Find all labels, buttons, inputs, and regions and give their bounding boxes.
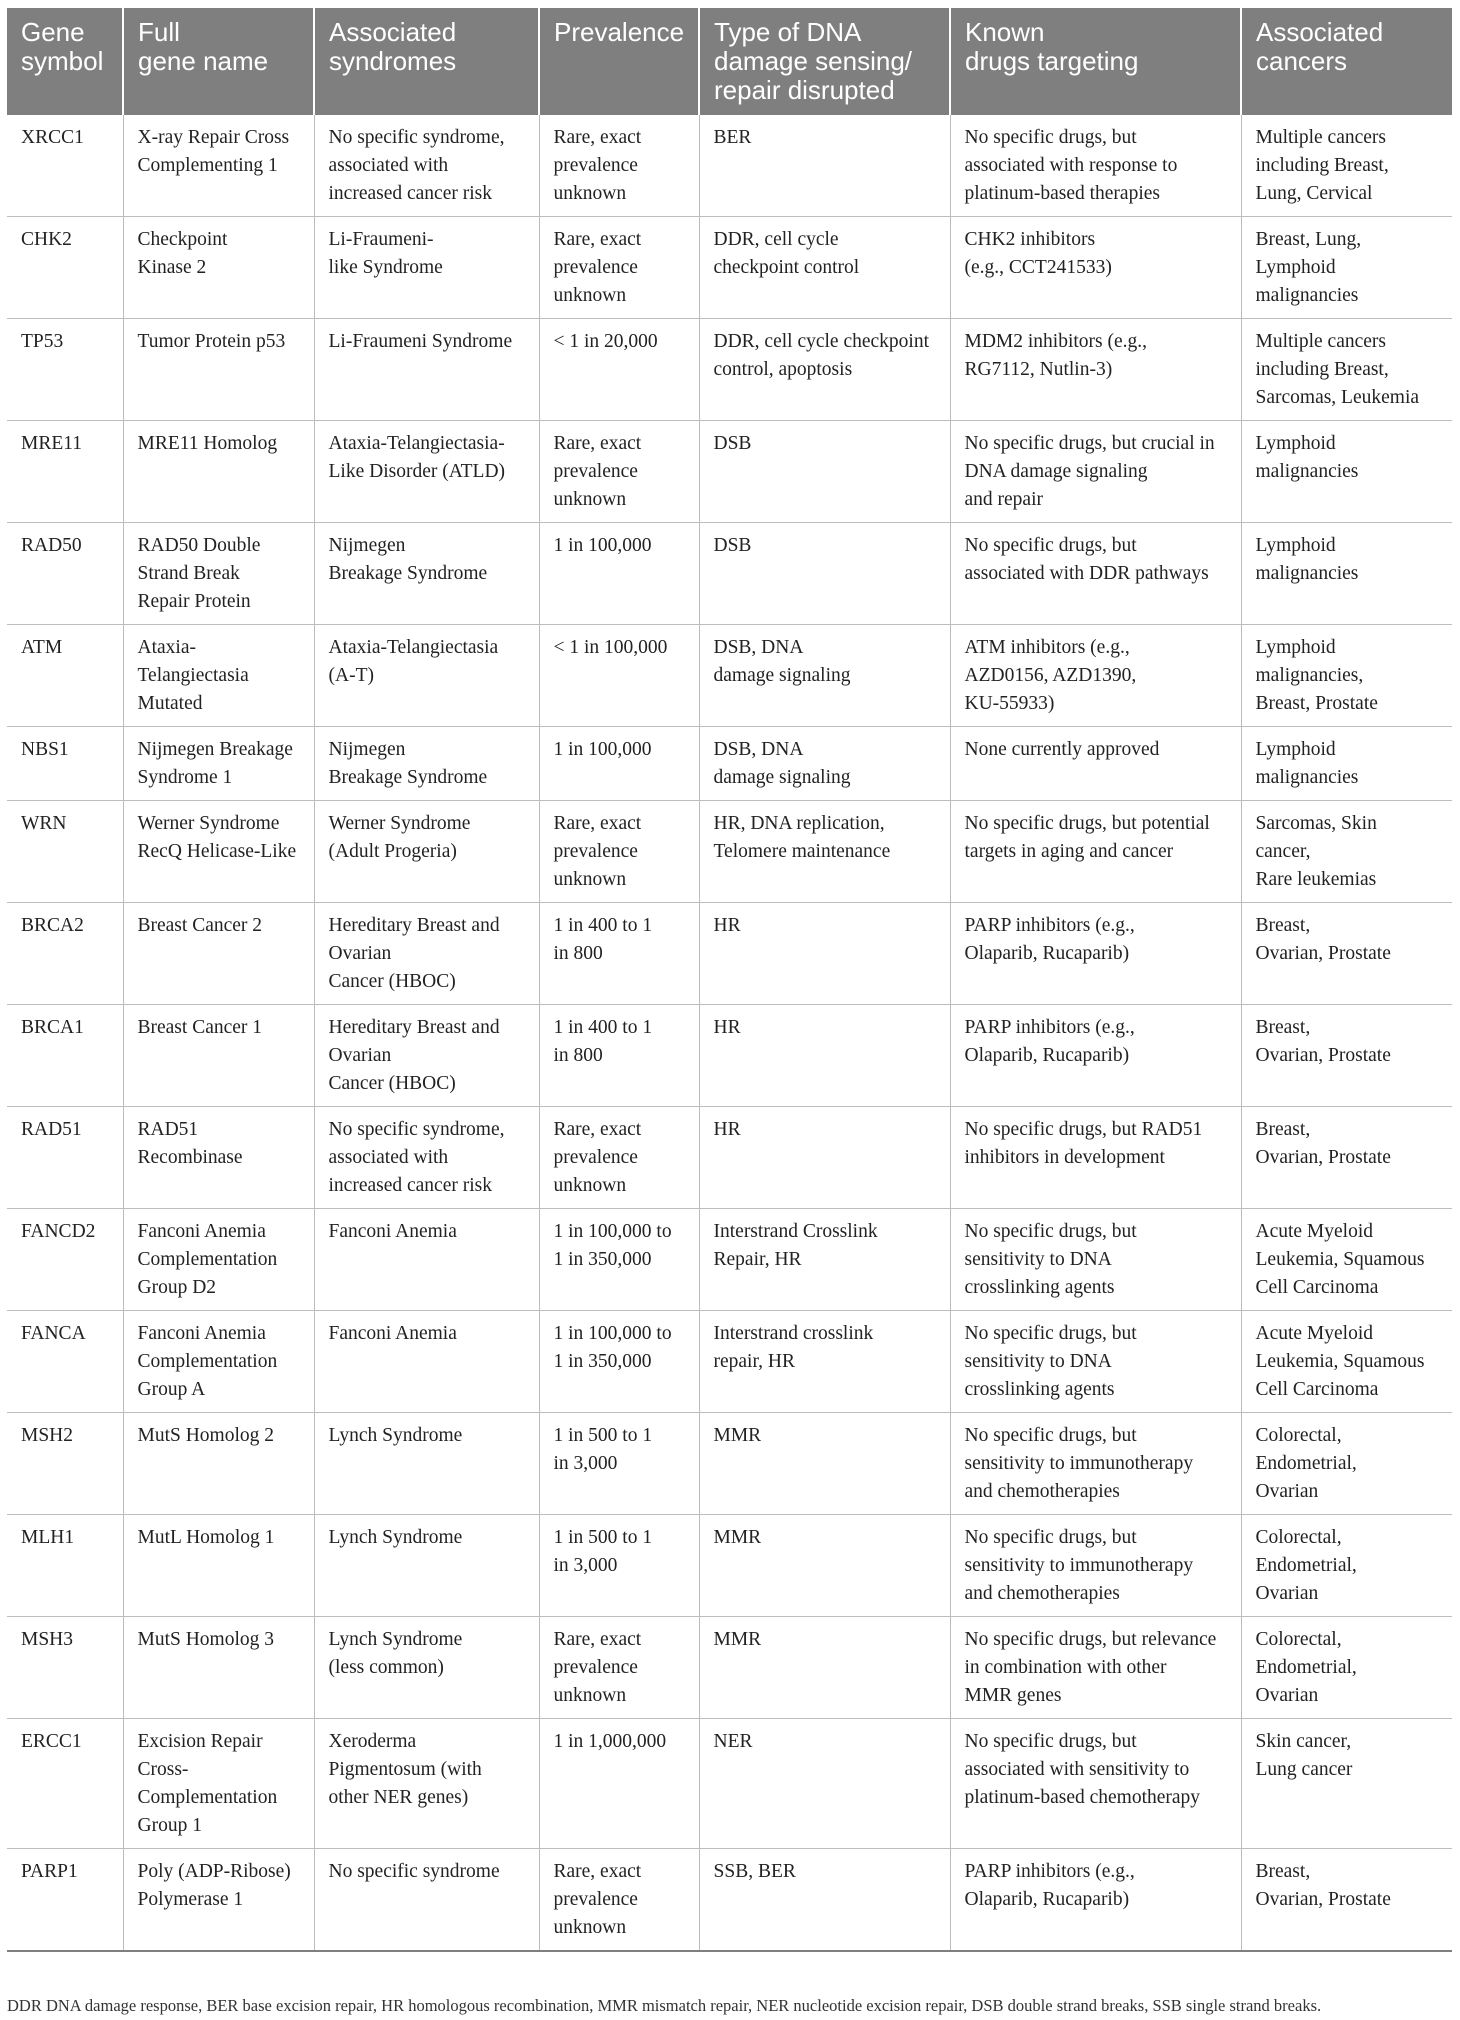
- syndromes-cell: No specific syndrome: [314, 1849, 539, 1952]
- full-gene-name-cell: Nijmegen Breakage Syndrome 1: [123, 727, 314, 801]
- cancers-cell: Breast, Ovarian, Prostate: [1241, 903, 1452, 1005]
- dna-damage-type-cell: HR, DNA replication, Telomere maintenance: [699, 801, 950, 903]
- table-row: [7, 727, 1452, 801]
- table-row: [7, 217, 1452, 319]
- syndromes-cell: Ataxia-Telangiectasia (A-T): [314, 625, 539, 727]
- prevalence-cell: 1 in 100,000: [539, 523, 699, 625]
- syndromes-cell: Lynch Syndrome (less common): [314, 1617, 539, 1719]
- prevalence-cell: 1 in 500 to 1 in 3,000: [539, 1413, 699, 1515]
- gene-table-container: [7, 8, 1452, 1952]
- known-drugs-cell: No specific drugs, but associated with sensitivity to platinum-based chemotherapy: [950, 1719, 1241, 1849]
- table-row: [7, 1005, 1452, 1107]
- table-row: [7, 1209, 1452, 1311]
- known-drugs-cell: No specific drugs, but associated with DDR pathways: [950, 523, 1241, 625]
- prevalence-cell: Rare, exact prevalence unknown: [539, 421, 699, 523]
- syndromes-cell: Hereditary Breast and Ovarian Cancer (HBOC): [314, 903, 539, 1005]
- cancers-cell: Colorectal, Endometrial, Ovarian: [1241, 1413, 1452, 1515]
- gene-symbol-cell: WRN: [7, 801, 123, 903]
- known-drugs-cell: No specific drugs, but crucial in DNA damage signaling and repair: [950, 421, 1241, 523]
- cancers-cell: Lymphoid malignancies: [1241, 727, 1452, 801]
- full-gene-name-cell: MRE11 Homolog: [123, 421, 314, 523]
- full-gene-name-cell: RAD51 Recombinase: [123, 1107, 314, 1209]
- header-known-drugs: Known drugs targeting: [950, 8, 1241, 115]
- dna-damage-type-cell: MMR: [699, 1617, 950, 1719]
- gene-symbol-cell: MSH2: [7, 1413, 123, 1515]
- table-row: [7, 801, 1452, 903]
- table-row: [7, 421, 1452, 523]
- gene-symbol-cell: MLH1: [7, 1515, 123, 1617]
- known-drugs-cell: No specific drugs, but sensitivity to immunotherapy and chemotherapies: [950, 1413, 1241, 1515]
- table-row: [7, 1515, 1452, 1617]
- table-row: [7, 1311, 1452, 1413]
- known-drugs-cell: No specific drugs, but RAD51 inhibitors in development: [950, 1107, 1241, 1209]
- cancers-cell: Colorectal, Endometrial, Ovarian: [1241, 1617, 1452, 1719]
- cancers-cell: Breast, Lung, Lymphoid malignancies: [1241, 217, 1452, 319]
- syndromes-cell: Werner Syndrome (Adult Progeria): [314, 801, 539, 903]
- dna-damage-type-cell: DDR, cell cycle checkpoint control, apoptosis: [699, 319, 950, 421]
- cancers-cell: Multiple cancers including Breast, Sarcomas, Leukemia: [1241, 319, 1452, 421]
- syndromes-cell: Fanconi Anemia: [314, 1311, 539, 1413]
- dna-damage-type-cell: NER: [699, 1719, 950, 1849]
- known-drugs-cell: PARP inhibitors (e.g., Olaparib, Rucaparib): [950, 1849, 1241, 1952]
- full-gene-name-cell: Checkpoint Kinase 2: [123, 217, 314, 319]
- syndromes-cell: No specific syndrome, associated with increased cancer risk: [314, 1107, 539, 1209]
- dna-damage-type-cell: Interstrand crosslink repair, HR: [699, 1311, 950, 1413]
- gene-symbol-cell: ERCC1: [7, 1719, 123, 1849]
- cancers-cell: Colorectal, Endometrial, Ovarian: [1241, 1515, 1452, 1617]
- prevalence-cell: 1 in 100,000 to 1 in 350,000: [539, 1311, 699, 1413]
- full-gene-name-cell: Werner Syndrome RecQ Helicase-Like: [123, 801, 314, 903]
- dna-damage-type-cell: MMR: [699, 1515, 950, 1617]
- syndromes-cell: Lynch Syndrome: [314, 1515, 539, 1617]
- gene-symbol-cell: PARP1: [7, 1849, 123, 1952]
- gene-symbol-cell: MRE11: [7, 421, 123, 523]
- syndromes-cell: Hereditary Breast and Ovarian Cancer (HBOC): [314, 1005, 539, 1107]
- dna-damage-type-cell: DSB, DNA damage signaling: [699, 625, 950, 727]
- table-row: [7, 1413, 1452, 1515]
- dna-damage-type-cell: DSB, DNA damage signaling: [699, 727, 950, 801]
- prevalence-cell: Rare, exact prevalence unknown: [539, 1617, 699, 1719]
- table-row: [7, 1107, 1452, 1209]
- known-drugs-cell: No specific drugs, but associated with response to platinum-based therapies: [950, 115, 1241, 217]
- table-row: [7, 1719, 1452, 1849]
- full-gene-name-cell: MutS Homolog 2: [123, 1413, 314, 1515]
- known-drugs-cell: No specific drugs, but potential targets in aging and cancer: [950, 801, 1241, 903]
- gene-table: [7, 8, 1452, 1952]
- full-gene-name-cell: X-ray Repair Cross Complementing 1: [123, 115, 314, 217]
- gene-symbol-cell: RAD50: [7, 523, 123, 625]
- gene-symbol-cell: CHK2: [7, 217, 123, 319]
- gene-symbol-cell: TP53: [7, 319, 123, 421]
- cancers-cell: Breast, Ovarian, Prostate: [1241, 1849, 1452, 1952]
- gene-symbol-cell: BRCA1: [7, 1005, 123, 1107]
- full-gene-name-cell: MutS Homolog 3: [123, 1617, 314, 1719]
- full-gene-name-cell: Ataxia- Telangiectasia Mutated: [123, 625, 314, 727]
- header-gene-symbol: Gene symbol: [7, 8, 123, 115]
- full-gene-name-cell: MutL Homolog 1: [123, 1515, 314, 1617]
- known-drugs-cell: None currently approved: [950, 727, 1241, 801]
- gene-symbol-cell: MSH3: [7, 1617, 123, 1719]
- header-dna-damage-type: Type of DNA damage sensing/ repair disrupted: [699, 8, 950, 115]
- dna-damage-type-cell: Interstrand Crosslink Repair, HR: [699, 1209, 950, 1311]
- table-body: [7, 115, 1452, 1951]
- known-drugs-cell: PARP inhibitors (e.g., Olaparib, Rucaparib): [950, 903, 1241, 1005]
- table-row: [7, 523, 1452, 625]
- gene-symbol-cell: BRCA2: [7, 903, 123, 1005]
- full-gene-name-cell: Excision Repair Cross- Complementation Group 1: [123, 1719, 314, 1849]
- full-gene-name-cell: Breast Cancer 1: [123, 1005, 314, 1107]
- prevalence-cell: 1 in 500 to 1 in 3,000: [539, 1515, 699, 1617]
- prevalence-cell: < 1 in 100,000: [539, 625, 699, 727]
- cancers-cell: Multiple cancers including Breast, Lung, Cervical: [1241, 115, 1452, 217]
- syndromes-cell: Li-Fraumeni- like Syndrome: [314, 217, 539, 319]
- dna-damage-type-cell: SSB, BER: [699, 1849, 950, 1952]
- syndromes-cell: No specific syndrome, associated with increased cancer risk: [314, 115, 539, 217]
- known-drugs-cell: No specific drugs, but sensitivity to immunotherapy and chemotherapies: [950, 1515, 1241, 1617]
- cancers-cell: Sarcomas, Skin cancer, Rare leukemias: [1241, 801, 1452, 903]
- header-full-gene-name: Full gene name: [123, 8, 314, 115]
- prevalence-cell: 1 in 100,000 to 1 in 350,000: [539, 1209, 699, 1311]
- cancers-cell: Lymphoid malignancies, Breast, Prostate: [1241, 625, 1452, 727]
- full-gene-name-cell: Poly (ADP-Ribose) Polymerase 1: [123, 1849, 314, 1952]
- header-associated-syndromes: Associated syndromes: [314, 8, 539, 115]
- gene-symbol-cell: FANCA: [7, 1311, 123, 1413]
- syndromes-cell: Xeroderma Pigmentosum (with other NER genes): [314, 1719, 539, 1849]
- header-prevalence: Prevalence: [539, 8, 699, 115]
- full-gene-name-cell: Fanconi Anemia Complementation Group D2: [123, 1209, 314, 1311]
- dna-damage-type-cell: DDR, cell cycle checkpoint control: [699, 217, 950, 319]
- known-drugs-cell: CHK2 inhibitors (e.g., CCT241533): [950, 217, 1241, 319]
- known-drugs-cell: PARP inhibitors (e.g., Olaparib, Rucaparib): [950, 1005, 1241, 1107]
- prevalence-cell: Rare, exact prevalence unknown: [539, 1107, 699, 1209]
- cancers-cell: Acute Myeloid Leukemia, Squamous Cell Carcinoma: [1241, 1209, 1452, 1311]
- table-footnote: DDR DNA damage response, BER base excision repair, HR homologous recombination, MMR mismatch repair, NER nucleotide excision repair, DSB double strand breaks, SSB single strand breaks.: [7, 1996, 1322, 2015]
- table-row: [7, 625, 1452, 727]
- cancers-cell: Breast, Ovarian, Prostate: [1241, 1005, 1452, 1107]
- dna-damage-type-cell: DSB: [699, 523, 950, 625]
- syndromes-cell: Nijmegen Breakage Syndrome: [314, 523, 539, 625]
- prevalence-cell: 1 in 1,000,000: [539, 1719, 699, 1849]
- table-row: [7, 1617, 1452, 1719]
- known-drugs-cell: No specific drugs, but relevance in combination with other MMR genes: [950, 1617, 1241, 1719]
- prevalence-cell: 1 in 100,000: [539, 727, 699, 801]
- dna-damage-type-cell: HR: [699, 1107, 950, 1209]
- cancers-cell: Lymphoid malignancies: [1241, 421, 1452, 523]
- dna-damage-type-cell: HR: [699, 1005, 950, 1107]
- syndromes-cell: Li-Fraumeni Syndrome: [314, 319, 539, 421]
- cancers-cell: Acute Myeloid Leukemia, Squamous Cell Carcinoma: [1241, 1311, 1452, 1413]
- table-row: [7, 319, 1452, 421]
- prevalence-cell: Rare, exact prevalence unknown: [539, 1849, 699, 1952]
- syndromes-cell: Nijmegen Breakage Syndrome: [314, 727, 539, 801]
- full-gene-name-cell: Tumor Protein p53: [123, 319, 314, 421]
- syndromes-cell: Ataxia-Telangiectasia- Like Disorder (ATLD): [314, 421, 539, 523]
- full-gene-name-cell: Fanconi Anemia Complementation Group A: [123, 1311, 314, 1413]
- cancers-cell: Skin cancer, Lung cancer: [1241, 1719, 1452, 1849]
- known-drugs-cell: ATM inhibitors (e.g., AZD0156, AZD1390, KU-55933): [950, 625, 1241, 727]
- table-header: [7, 8, 1452, 115]
- gene-symbol-cell: XRCC1: [7, 115, 123, 217]
- known-drugs-cell: MDM2 inhibitors (e.g., RG7112, Nutlin-3): [950, 319, 1241, 421]
- prevalence-cell: Rare, exact prevalence unknown: [539, 217, 699, 319]
- prevalence-cell: < 1 in 20,000: [539, 319, 699, 421]
- known-drugs-cell: No specific drugs, but sensitivity to DNA crosslinking agents: [950, 1209, 1241, 1311]
- full-gene-name-cell: RAD50 Double Strand Break Repair Protein: [123, 523, 314, 625]
- table-row: [7, 115, 1452, 217]
- dna-damage-type-cell: MMR: [699, 1413, 950, 1515]
- cancers-cell: Lymphoid malignancies: [1241, 523, 1452, 625]
- gene-symbol-cell: ATM: [7, 625, 123, 727]
- syndromes-cell: Fanconi Anemia: [314, 1209, 539, 1311]
- prevalence-cell: Rare, exact prevalence unknown: [539, 115, 699, 217]
- full-gene-name-cell: Breast Cancer 2: [123, 903, 314, 1005]
- table-row: [7, 1849, 1452, 1952]
- gene-symbol-cell: FANCD2: [7, 1209, 123, 1311]
- dna-damage-type-cell: HR: [699, 903, 950, 1005]
- dna-damage-type-cell: DSB: [699, 421, 950, 523]
- prevalence-cell: Rare, exact prevalence unknown: [539, 801, 699, 903]
- header-row: [7, 8, 1452, 115]
- dna-damage-type-cell: BER: [699, 115, 950, 217]
- gene-symbol-cell: RAD51: [7, 1107, 123, 1209]
- header-associated-cancers: Associated cancers: [1241, 8, 1452, 115]
- cancers-cell: Breast, Ovarian, Prostate: [1241, 1107, 1452, 1209]
- prevalence-cell: 1 in 400 to 1 in 800: [539, 1005, 699, 1107]
- syndromes-cell: Lynch Syndrome: [314, 1413, 539, 1515]
- table-row: [7, 903, 1452, 1005]
- gene-symbol-cell: NBS1: [7, 727, 123, 801]
- known-drugs-cell: No specific drugs, but sensitivity to DNA crosslinking agents: [950, 1311, 1241, 1413]
- prevalence-cell: 1 in 400 to 1 in 800: [539, 903, 699, 1005]
